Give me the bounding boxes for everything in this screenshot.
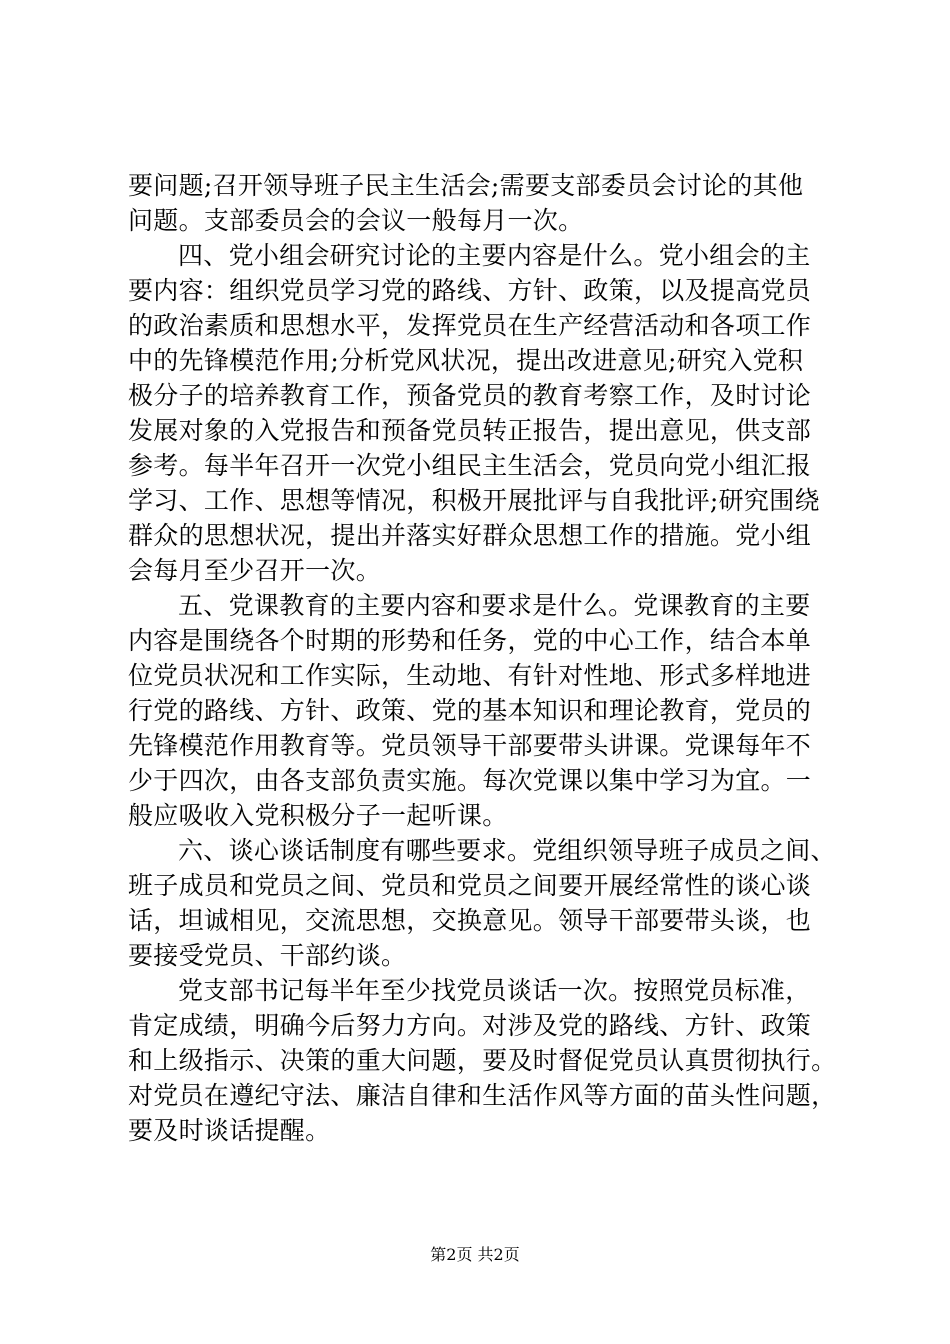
text-line: 群众的思想状况，提出并落实好群众思想工作的措施。党小组 — [128, 521, 812, 550]
text-line: 内容是围绕各个时期的形势和任务，党的中心工作，结合本单 — [128, 626, 812, 655]
text-line: 发展对象的入党报告和预备党员转正报告，提出意见，供支部 — [128, 416, 812, 445]
text-line: 和上级指示、决策的重大问题，要及时督促党员认真贯彻执行。 — [128, 1046, 837, 1075]
text-line: 会每月至少召开一次。 — [128, 556, 382, 585]
text-line: 要及时谈话提醒。 — [128, 1116, 331, 1145]
text-line: 要问题;召开领导班子民主生活会;需要支部委员会讨论的其他 — [128, 171, 804, 200]
text-line: 对党员在遵纪守法、廉洁自律和生活作风等方面的苗头性问题， — [128, 1081, 837, 1110]
text-line: 学习、工作、思想等情况，积极开展批评与自我批评;研究围绕 — [128, 486, 820, 515]
text-line: 少于四次，由各支部负责实施。每次党课以集中学习为宜。一 — [128, 766, 812, 795]
text-line: 位党员状况和工作实际，生动地、有针对性地、形式多样地进 — [128, 661, 812, 690]
section-heading-line: 四、党小组会研究讨论的主要内容是什么。党小组会的主 — [178, 241, 811, 270]
text-line: 问题。支部委员会的会议一般每月一次。 — [128, 206, 584, 235]
paragraph-first-line: 党支部书记每半年至少找党员谈话一次。按照党员标准， — [178, 976, 811, 1005]
text-line: 中的先锋模范作用;分析党风状况，提出改进意见;研究入党积 — [128, 346, 804, 375]
text-line: 班子成员和党员之间、党员和党员之间要开展经常性的谈心谈 — [128, 871, 812, 900]
text-line: 要接受党员、干部约谈。 — [128, 941, 407, 970]
text-line: 肯定成绩，明确今后努力方向。对涉及党的路线、方针、政策 — [128, 1011, 812, 1040]
document-body — [128, 168, 848, 1148]
text-line: 行党的路线、方针、政策、党的基本知识和理论教育，党员的 — [128, 696, 812, 725]
text-line: 参考。每半年召开一次党小组民主生活会，党员向党小组汇报 — [128, 451, 812, 480]
text-line: 先锋模范作用教育等。党员领导干部要带头讲课。党课每年不 — [128, 731, 812, 760]
text-line: 极分子的培养教育工作，预备党员的教育考察工作，及时讨论 — [128, 381, 812, 410]
text-line: 话，坦诚相见，交流思想，交换意见。领导干部要带头谈，也 — [128, 906, 812, 935]
section-heading-line: 五、党课教育的主要内容和要求是什么。党课教育的主要 — [178, 591, 811, 620]
text-line: 要内容：组织党员学习党的路线、方针、政策，以及提高党员 — [128, 276, 812, 305]
page-number-footer: 第2页 共2页 — [430, 1245, 520, 1264]
text-line: 的政治素质和思想水平，发挥党员在生产经营活动和各项工作 — [128, 311, 812, 340]
text-line: 般应吸收入党积极分子一起听课。 — [128, 801, 508, 830]
section-heading-line: 六、谈心谈话制度有哪些要求。党组织领导班子成员之间、 — [178, 836, 836, 865]
